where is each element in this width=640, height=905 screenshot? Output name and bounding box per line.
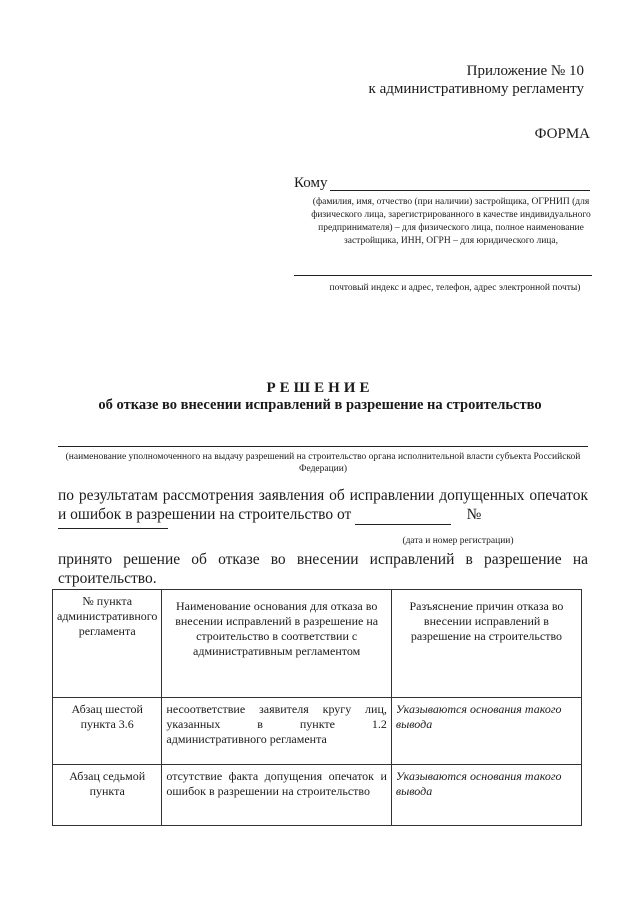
row-point: Абзац шестой пункта 3.6 xyxy=(53,698,162,765)
decision-paragraph-2: принято решение об отказе во внесении исправлений в разрешение на строительство. xyxy=(58,551,588,587)
refusal-reasons-table xyxy=(52,589,582,826)
address-hint: почтовый индекс и адрес, телефон, адрес электронной почты) xyxy=(329,283,581,293)
authority-hint: (наименование уполномоченного на выдачу разрешений на строительство органа исполнительной власти субъекта Российской Федерации) xyxy=(65,452,581,474)
recipient-label: Кому xyxy=(294,175,328,191)
table-row xyxy=(53,698,582,765)
page-title: РЕШЕНИЕ xyxy=(266,380,374,396)
decision-paragraph-1 xyxy=(58,486,588,525)
recipient-hint: (фамилия, имя, отчество (при наличии) застройщика, ОГРНИП (для физического лица, зарегистрированного в качестве индивидуального предпринимателя) – для физического лица, полное наименование застройщика, ИНН, ОГРН – для юридического лица, xyxy=(311,197,591,246)
row-point: Абзац седьмой пункта xyxy=(53,765,162,826)
authority-line xyxy=(58,446,588,447)
appendix-reference: к административному регламенту xyxy=(368,81,584,97)
date-blank xyxy=(355,505,451,525)
number-blank xyxy=(58,528,168,529)
page-subtitle: об отказе во внесении исправлений в разрешение на строительство xyxy=(98,397,542,413)
number-sign: № xyxy=(466,506,482,523)
date-hint: (дата и номер регистрации) xyxy=(402,536,514,546)
table-header-row xyxy=(53,590,582,698)
row-explanation: Указываются основания такого вывода xyxy=(391,765,581,826)
paragraph-1-text: по результатам рассмотрения заявления об исправлении допущенных опечаток и ошибок в разрешении на строительство от xyxy=(58,487,588,523)
address-line xyxy=(294,275,592,276)
header-reason: Наименование основания для отказа во внесении исправлений в разрешение на строительство в соответствии с административным регламентом xyxy=(162,590,391,698)
recipient-line xyxy=(330,190,590,191)
header-point: № пункта административного регламента xyxy=(53,590,162,698)
appendix-number: Приложение № 10 xyxy=(466,63,584,79)
header-explanation: Разъяснение причин отказа во внесении исправлений в разрешение на строительство xyxy=(391,590,581,698)
table-row xyxy=(53,765,582,826)
row-reason: отсутствие факта допущения опечаток и ошибок в разрешении на строительство xyxy=(162,765,391,826)
row-explanation: Указываются основания такого вывода xyxy=(391,698,581,765)
form-label: ФОРМА xyxy=(534,126,590,142)
row-reason: несоответствие заявителя кругу лиц, указанных в пункте 1.2 административного регламента xyxy=(162,698,391,765)
